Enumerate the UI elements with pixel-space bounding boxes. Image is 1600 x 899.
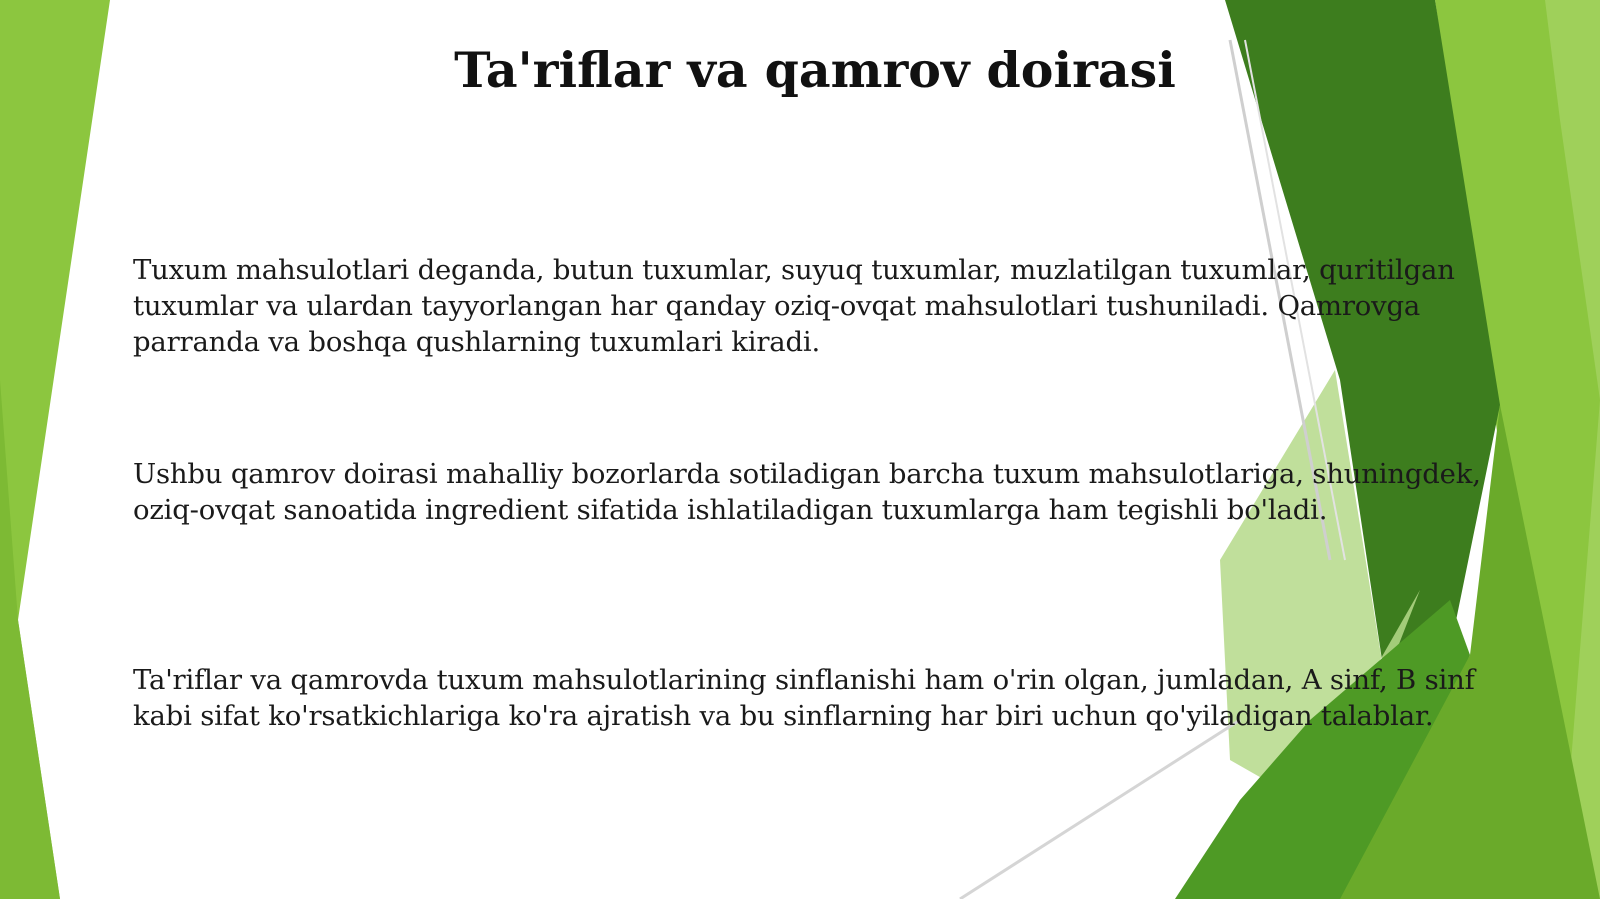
paragraph-definition: Tuxum mahsulotlari deganda, butun tuxumlar, suyuq tuxumlar, muzlatilgan tuxumlar, quritilgan tuxumlar va ulardan tayyorlangan har qanday oziq-ovqat mahsulotlari tushuniladi. Qamrovga parranda va boshqa qushlarning tuxumlari kiradi. xyxy=(133,254,1455,358)
paragraph-scope: Ushbu qamrov doirasi mahalliy bozorlarda sotiladigan barcha tuxum mahsulotlariga, shuningdek, oziq-ovqat sanoatida ingredient sifatida ishlatiladigan tuxumlarga ham tegishli bo'ladi. xyxy=(133,458,1481,526)
slide-title: Ta'riflar va qamrov doirasi xyxy=(454,41,1176,99)
paragraph-classification: Ta'riflar va qamrovda tuxum mahsulotlarining sinflanishi ham o'rin olgan, jumladan, A sinf, B sinf kabi sifat ko'rsatkichlariga ko'ra ajratish va bu sinflarning har biri uchun qo'yiladigan talablar. xyxy=(133,664,1475,732)
